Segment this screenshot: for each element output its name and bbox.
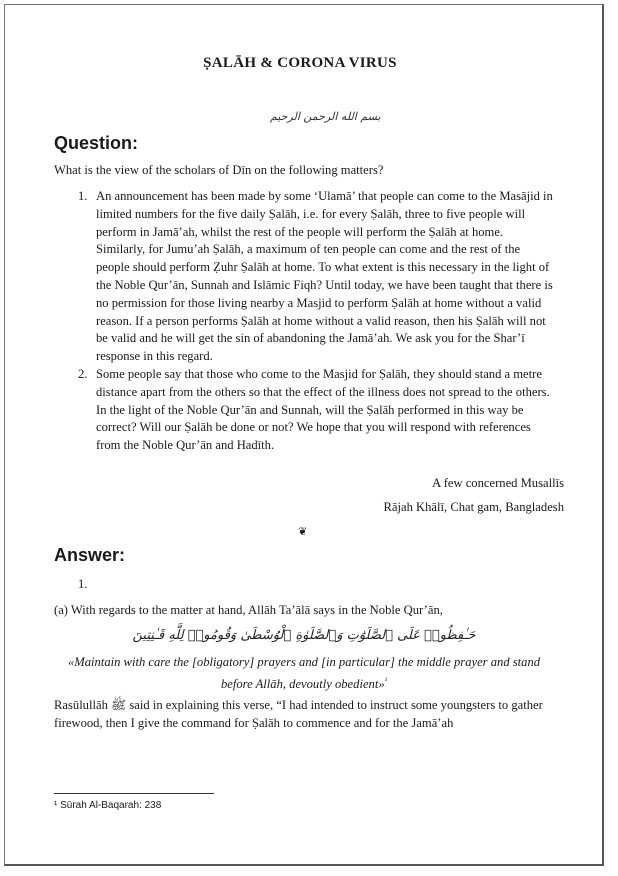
footnote-divider [54,793,214,794]
footnote: ¹ Sūrah Al-Baqarah: 238 [54,800,162,811]
document-title: ṢALĀH & CORONA VIRUS [203,55,397,71]
verse-translation-text: «Maintain with care the [obligatory] prayers and [in particular] the middle prayer and stand before Allāh, devoutly obedient» [67,655,541,691]
list-item-text: Some people say that those who come to the Masjid for Ṣalāh, they should stand a metre distance apart from the others so that the effect of the illness does not spread to the others. In the light of the Noble Qur’ān and Sunnah, will the Ṣalāh performed in this way be correct? Will our Ṣalāh be done or not? We hope that you will respond with references from the Noble Qur’ān and Hadīth. [96,366,550,453]
signature-line-1: A few concerned Musallīs [432,476,564,490]
hadith-paragraph: Rasūlullāh ﷺ said in explaining this verse, “I had intended to instruct some youngsters to gather firewood, then I give the command for Ṣalāh to commence and for the Jamā’ah [54,698,543,730]
list-item-text: An announcement has been made by some ‘Ulamā’ that people can come to the Masājid in limited numbers for the five daily Ṣalāh, i.e. for every Ṣalāh, three to five people will perform in Jamā’ah, whilst the rest of the people will perform the Ṣalāh at home. Similarly, for Jumu’ah Ṣalāh, a maximum of ten people can come and the rest of the people should perform Ẓuhr Ṣalāh at home. To what extent is this necessary in the light of the Noble Qur’ān, Sunnah and Islāmic Fiqh? Until today, we have been taught that there is no permission for those living nearby a Masjid to perform Ṣalāh at home without a valid reason. If a person performs Ṣalāh at home without a valid reason, then his Ṣalāh will not be valid and he will get the sin of abandoning the Jamā’ah. We ask you for the Shar’ī response in this regard. [96,189,553,364]
answer-paragraph-a: (a) With regards to the matter at hand, Allāh Ta’ālā says in the Noble Qur’ān, [54,603,443,617]
ornament-icon: ❦ [298,525,308,538]
list-item-number: 2. [78,366,88,381]
list-item [54,188,554,366]
answer-number: 1. [78,577,88,591]
list-item [54,366,554,455]
answer-heading: Answer: [54,545,126,565]
arabic-verse: حَـٰفِظُوا۟ عَلَى ٱلصَّلَوَٰتِ وَٱلصَّلَوٰةِ ٱلْوُسْطَىٰ وَقُومُوا۟ لِلَّهِ قَـٰنِتِينَ [132,628,476,643]
question-list [54,188,554,455]
question-heading: Question: [54,133,138,153]
verse-translation [54,654,554,694]
footnote-ref: ¹ [384,675,388,685]
question-intro: What is the view of the scholars of Dīn on the following matters? [54,163,384,177]
basmala-calligraphy: بسم الله الرحمن الرحيم [270,110,381,123]
signature-line-2: Rājah Khālī, Chat gam, Bangladesh [383,500,564,514]
list-item-number: 1. [78,189,88,203]
